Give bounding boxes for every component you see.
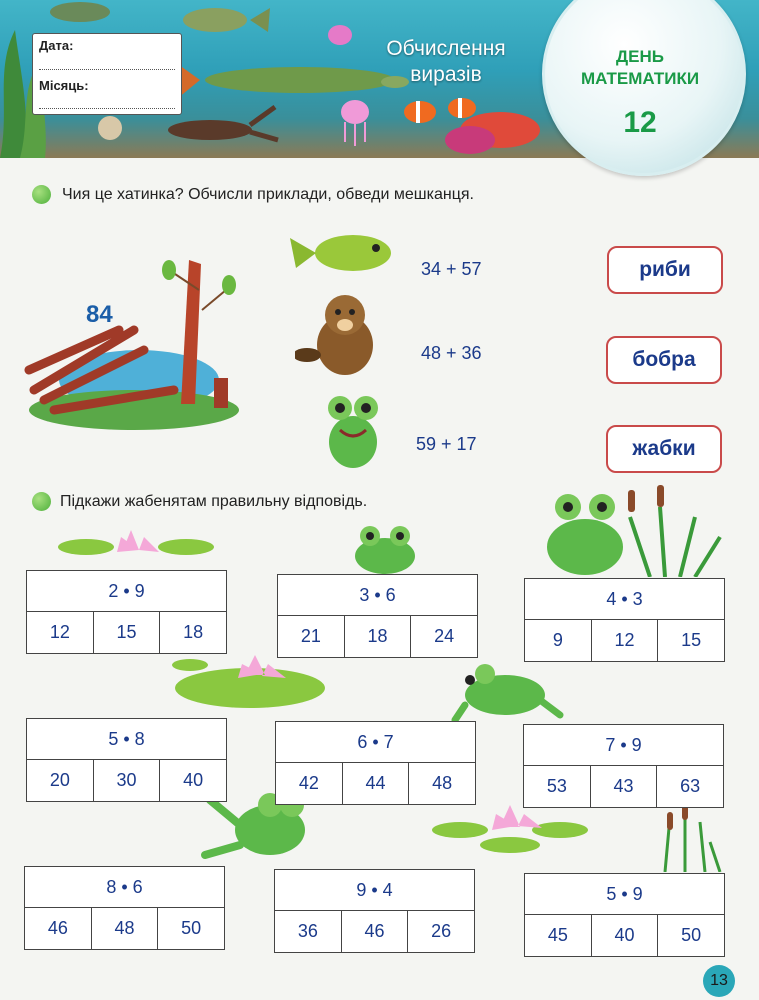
topic-title-line2: виразів [410, 63, 482, 86]
answer-option[interactable]: 50 [681, 925, 702, 945]
reeds-icon [650, 802, 730, 872]
frog-reeds-icon [540, 485, 730, 577]
answer-option[interactable]: 12 [27, 612, 94, 653]
fish-icon [288, 228, 398, 278]
answer-box-question: 5 • 8 [27, 719, 226, 760]
answer-box-1 [26, 570, 227, 654]
answer-box-4 [26, 718, 227, 802]
expression-2: 48 + 36 [421, 343, 482, 363]
answer-option[interactable]: 9 [525, 620, 592, 661]
frog-icon [350, 522, 420, 574]
answer-option[interactable]: 18 [183, 622, 204, 642]
answer-option[interactable]: 40 [592, 915, 659, 956]
answer-option[interactable]: 48 [92, 908, 159, 949]
clownfish [404, 98, 476, 123]
answer-option[interactable]: 50 [181, 918, 202, 938]
answer-option[interactable]: 18 [345, 616, 412, 657]
answer-option[interactable]: 45 [525, 915, 592, 956]
answer-option[interactable]: 36 [275, 911, 342, 952]
month-line[interactable] [39, 108, 175, 109]
day-label-line1: ДЕНЬ [616, 47, 664, 66]
answer-option[interactable]: 21 [278, 616, 345, 657]
coral [445, 112, 540, 154]
answer-box-question: 7 • 9 [524, 725, 723, 766]
answer-option[interactable]: 42 [276, 763, 343, 804]
beaver-lodge-illustration [24, 250, 254, 440]
answer-box-question: 8 • 6 [25, 867, 224, 908]
date-label: Дата: [39, 38, 74, 53]
answer-option[interactable]: 20 [27, 760, 94, 801]
date-month-box [32, 33, 182, 115]
fish-top-left [50, 2, 270, 32]
page-number: 13 [703, 965, 735, 997]
answer-option[interactable]: 15 [94, 612, 161, 653]
answer-box-8 [274, 869, 475, 953]
answer-option[interactable]: 24 [434, 626, 455, 646]
answer-option[interactable]: 40 [183, 770, 204, 790]
day-label-line2: МАТЕМАТИКИ [580, 69, 700, 88]
choice-fish[interactable]: риби [607, 246, 723, 294]
expression-1: 34 + 57 [421, 259, 482, 279]
bullet-icon [32, 492, 51, 511]
answer-option[interactable]: 44 [343, 763, 410, 804]
date-line[interactable] [39, 69, 175, 70]
answer-option[interactable]: 15 [681, 630, 702, 650]
crayfish [168, 107, 278, 140]
answer-box-question: 5 • 9 [525, 874, 724, 915]
task2-instruction: Підкажи жабенятам правильну відповідь. [60, 493, 368, 510]
beaver-icon [295, 290, 390, 380]
month-label: Місяць: [39, 78, 89, 93]
answer-box-2 [277, 574, 478, 658]
answer-box-5 [275, 721, 476, 805]
task1-instruction: Чия це хатинка? Обчисли приклади, обведи мешканця. [62, 186, 474, 203]
topic-title [356, 36, 536, 88]
answer-box-9 [524, 873, 725, 957]
answer-box-3 [524, 578, 725, 662]
answer-option[interactable]: 43 [591, 766, 658, 807]
lily-pad-icon [56, 525, 216, 565]
answer-box-6 [523, 724, 724, 808]
day-label [555, 46, 725, 90]
lily-pad-icon [430, 800, 590, 855]
shell [98, 116, 122, 140]
answer-option[interactable]: 30 [94, 760, 161, 801]
frog-icon [318, 392, 388, 472]
frog-icon [450, 660, 565, 725]
answer-option[interactable]: 53 [524, 766, 591, 807]
choice-frog[interactable]: жабки [606, 425, 722, 473]
bullet-icon [32, 185, 51, 204]
answer-option[interactable]: 48 [432, 773, 453, 793]
expression-3: 59 + 17 [416, 434, 477, 454]
answer-box-question: 9 • 4 [275, 870, 474, 911]
day-number: 12 [623, 106, 657, 139]
answer-box-question: 3 • 6 [278, 575, 477, 616]
answer-box-7 [24, 866, 225, 950]
house-number: 84 [86, 301, 113, 328]
answer-box-question: 6 • 7 [276, 722, 475, 763]
answer-option[interactable]: 12 [592, 620, 659, 661]
answer-box-question: 4 • 3 [525, 579, 724, 620]
answer-box-question: 2 • 9 [27, 571, 226, 612]
lily-pad-icon [170, 650, 340, 712]
answer-option[interactable]: 46 [342, 911, 409, 952]
answer-option[interactable]: 46 [25, 908, 92, 949]
choice-beaver[interactable]: бобра [606, 336, 722, 384]
answer-option[interactable]: 26 [431, 921, 452, 941]
topic-title-line1: Обчислення [386, 37, 506, 60]
answer-option[interactable]: 63 [680, 776, 701, 796]
